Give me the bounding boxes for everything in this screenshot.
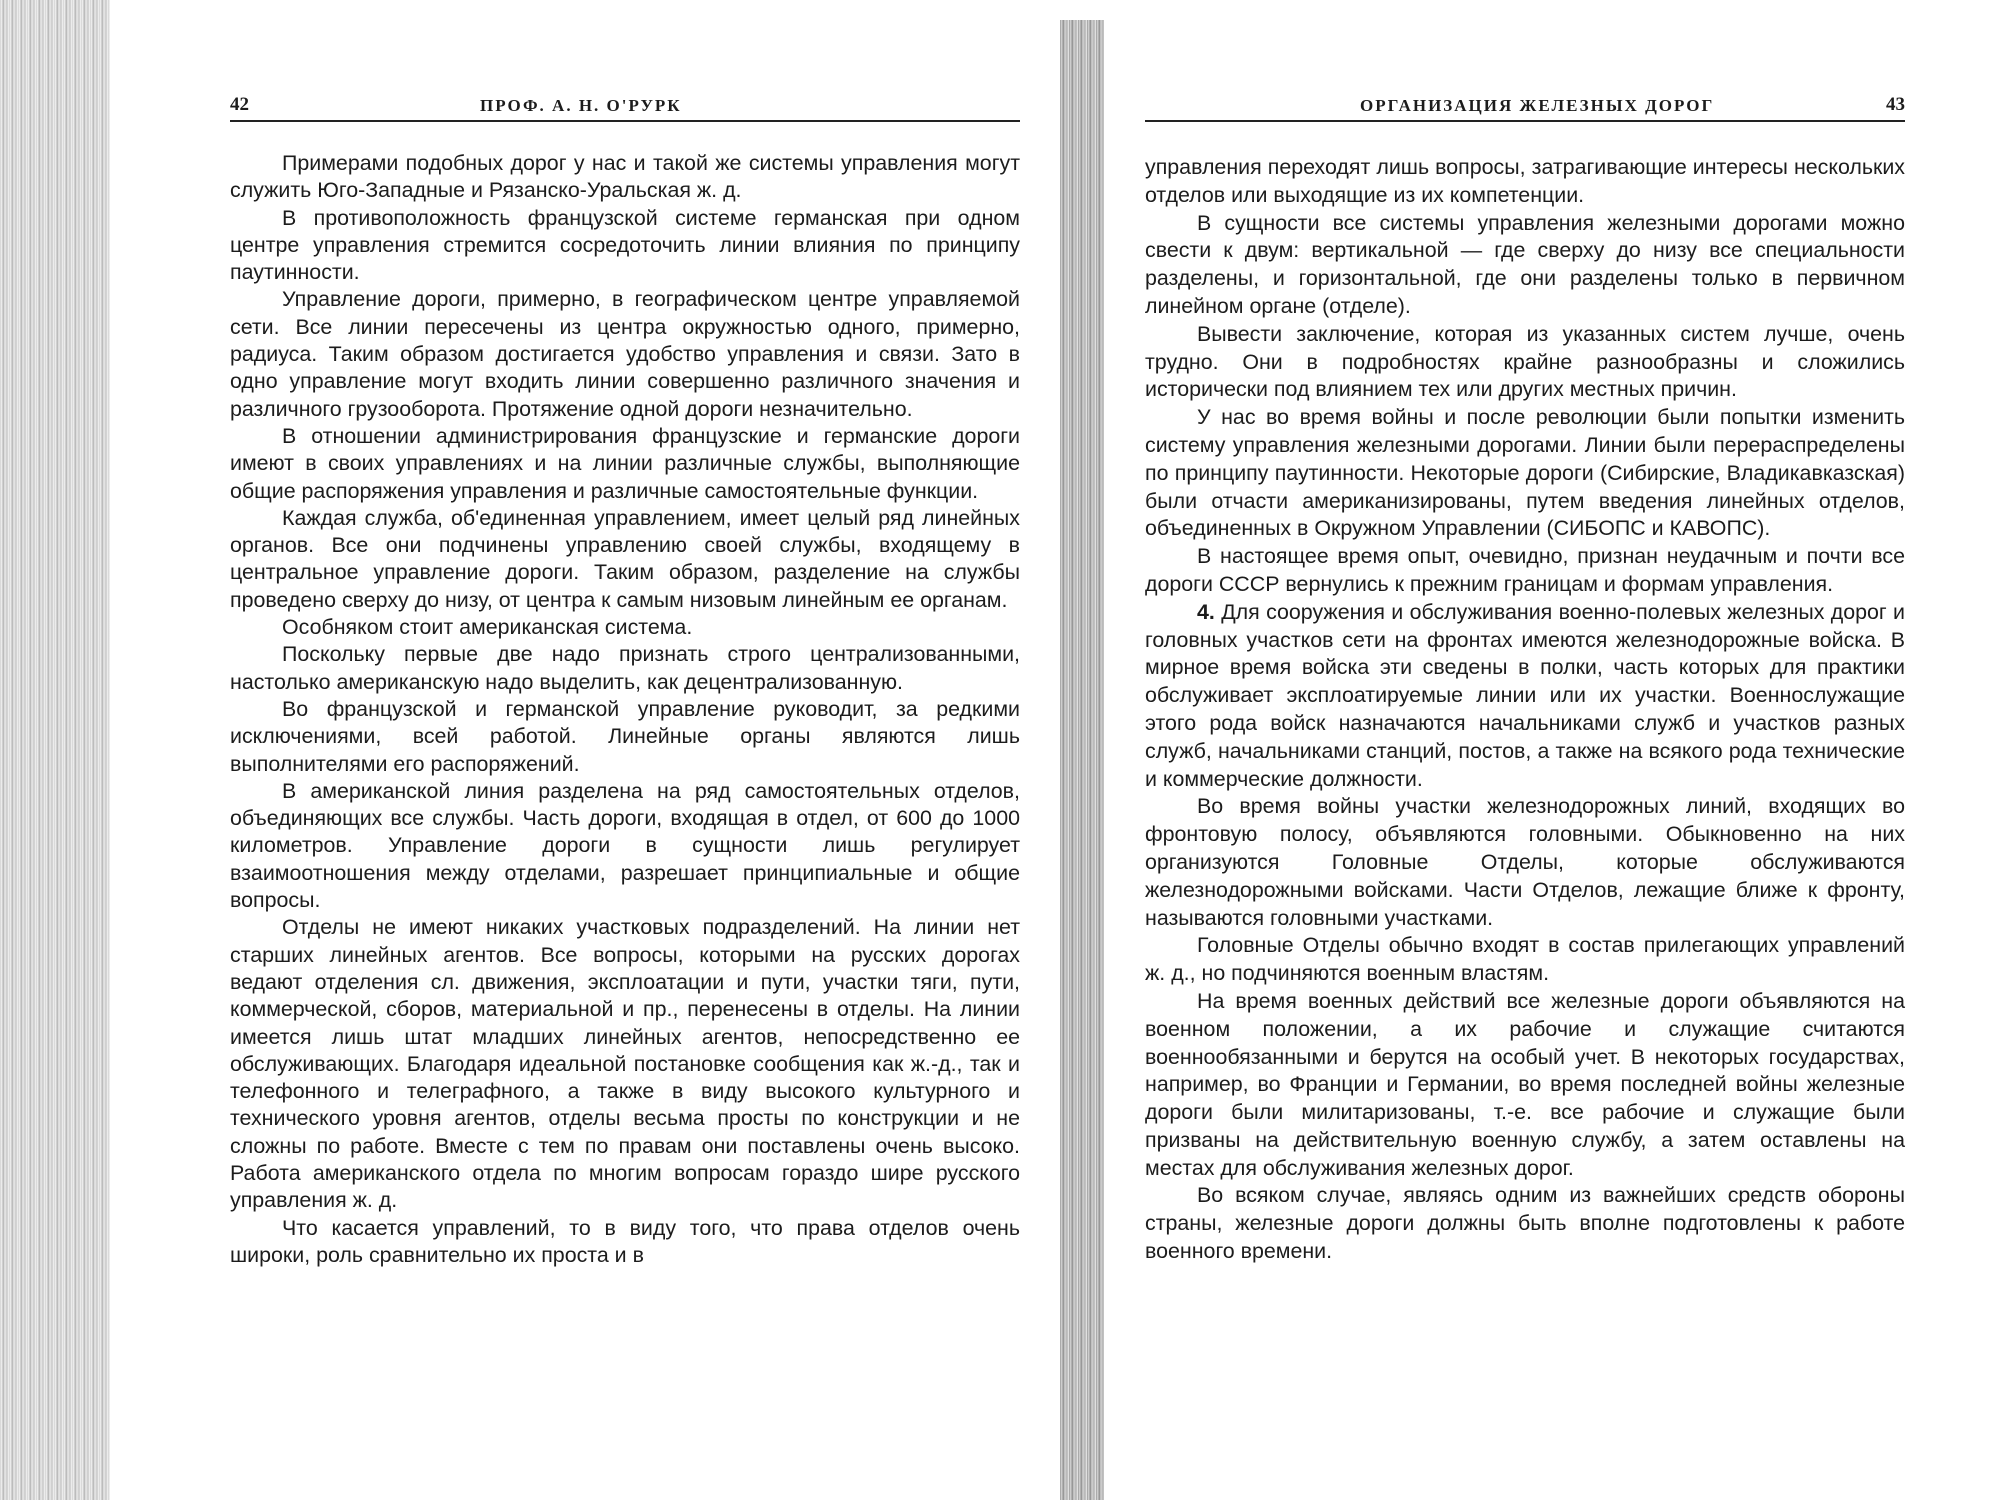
paragraph: Во время войны участки железнодорожных линий, входящих во фронтовую полосу, объявляются головными. Обыкновенно на них организуются Головные Отделы, которые обслуживаются железнодорожными войсками. Части Отделов, лежащие ближе к фронту, называются головными участками. xyxy=(1145,794,1905,930)
paragraph: Особняком стоит американская система. xyxy=(282,615,693,640)
section-text: Для сооружения и обслуживания военно-полевых железных дорог и головных участков сети на фронтах имеются железнодорожные войска. В мирное время войска эти сведены в полки, часть которых для практики обслуживает эксплоатируемые линии или их участки. Военнослужащие этого рода войск назначаются начальниками служб и участков разных служб, начальниками станций, постов, а также на всякого рода технические и коммерческие должности. xyxy=(1145,599,1905,791)
paragraph: Управление дороги, примерно, в географическом центре управляемой сети. Все линии пересечены из центра окружностью одного, примерно, радиуса. Таким образом достигается удобство управления и связи. Зато в одно управление могут входить линии совершенно различного значения и различного грузооборота. Протяжение одной дороги незначительно. xyxy=(230,287,1020,421)
paragraph: В американской линия разделена на ряд самостоятельных отделов, объединяющих все службы. Часть дороги, входящая в отдел, от 600 до 1000 километров. Управление дороги в сущности лишь регулирует взаимоотношения между отделами, разрешает принципиальные и общие вопросы. xyxy=(230,778,1020,913)
paragraph: Примерами подобных дорог у нас и такой же системы управления могут служить Юго-Западные и Рязанско-Уральская ж. д. xyxy=(230,151,1020,203)
paragraph: В противоположность французской системе германская при одном центре управления стремится сосредоточить линии влияния по принципу паутинности. xyxy=(230,205,1020,285)
paragraph: В настоящее время опыт, очевидно, признан неудачным и почти все дороги СССР вернулись к прежним границам и формам управления. xyxy=(1145,544,1905,596)
paragraph: Каждая служба, об'единенная управлением, имеет целый ряд линейных органов. Все они подчинены управлению своей службы, входящему в центральное управление дороги. Таким образом, разделение на службы проведено сверху до низу, от центра к самым низовым линейным ее органам. xyxy=(230,505,1020,612)
running-head-title-left: ПРОФ. А. Н. О'РУРК xyxy=(480,96,682,115)
running-head-title-right: ОРГАНИЗАЦИЯ ЖЕЛЕЗНЫХ ДОРОГ xyxy=(1360,96,1715,115)
right-page xyxy=(1145,0,1905,1500)
running-head-left xyxy=(230,94,1020,122)
paragraph: Отделы не имеют никаких участковых подразделений. На линии нет старших линейных агентов. Все вопросы, которыми на русских дорогах ведают отделения сл. движения, эксплоатации и пути, участки тяги, пути, коммерческой, сборов, материальной и пр., перенесены в отделы. На линии имеется лишь штат младших линейных агентов, непосредственно ее обслуживающих. Благодаря идеальной постановке сообщения как ж.-д., так и телефонного и телеграфного, а также в виду высокого культурного и технического уровня агентов, отделы весьма просты по конструкции и не сложны по работе. Вместе с тем по правам они поставлены очень высоко. Работа американского отдела по многим вопросам гораздо шире русского управления ж. д. xyxy=(230,915,1020,1213)
paragraph: На время военных действий все железные дороги объявляются на военном положении, а их рабочие и служащие считаются военнообязанными и берутся на особый учет. В некоторых государствах, например, во Франции и Германии, во время последней войны железные дороги были милитаризованы, т.-е. все рабочие и служащие были призваны на действительную военную службу, а затем оставлены на местах для обслуживания железных дорог. xyxy=(1145,988,1905,1180)
left-body-text xyxy=(230,150,1020,1269)
page-number-left: 42 xyxy=(230,94,249,115)
scan-edge-left xyxy=(0,0,110,1500)
paragraph: Головные Отделы обычно входят в состав прилегающих управлений ж. д., но подчиняются военным властям. xyxy=(1145,933,1905,986)
paragraph: У нас во время войны и после революции были попытки изменить систему управления железными дорогами. Линии были перераспределены по принципу паутинности. Некоторые дороги (Сибирские, Владикавказская) были отчасти американизированы, путем введения линейных отделов, объединенных в Окружном Управлении (СИБОПС и КАВОПС). xyxy=(1145,405,1905,541)
paragraph: Вывести заключение, которая из указанных систем лучше, очень трудно. Они в подробностях крайне разнообразны и сложились исторически под влиянием тех или других местных причин. xyxy=(1145,321,1905,402)
book-gutter xyxy=(1060,20,1104,1500)
left-page xyxy=(230,0,1020,1500)
section-paragraph xyxy=(1145,599,1905,794)
paragraph-continuation: управления переходят лишь вопросы, затрагивающие интересы нескольких отделов или выходящие из их компетенции. xyxy=(1145,155,1905,207)
right-body-text xyxy=(1145,154,1905,1266)
paragraph: В отношении администрирования французские и германские дороги имеют в своих управлениях и на линии различные службы, выполняющие общие распоряжения управления и различные самостоятельные функции. xyxy=(230,423,1020,503)
section-number: 4. xyxy=(1197,599,1215,624)
paragraph: В сущности все системы управления железными дорогами можно свести к двум: вертикальной — где сверху до низу все специальности разделены, и горизонтальной, где они разделены только в первичном линейном органе (отделе). xyxy=(1145,210,1905,318)
paragraph: Во всяком случае, являясь одним из важнейших средств обороны страны, железные дороги должны быть вполне подготовлены к работе военного времени. xyxy=(1145,1183,1905,1264)
paragraph: Что касается управлений, то в виду того, что права отделов очень широки, роль сравнительно их проста и в xyxy=(230,1215,1020,1267)
running-head-right xyxy=(1145,94,1905,122)
paragraph: Во французской и германской управление руководит, за редкими исключениями, всей работой. Линейные органы являются лишь выполнителями его распоряжений. xyxy=(230,696,1020,776)
paragraph: Поскольку первые две надо признать строго централизованными, настолько американскую надо выделить, как децентрализованную. xyxy=(230,642,1020,694)
page-number-right: 43 xyxy=(1886,94,1905,115)
